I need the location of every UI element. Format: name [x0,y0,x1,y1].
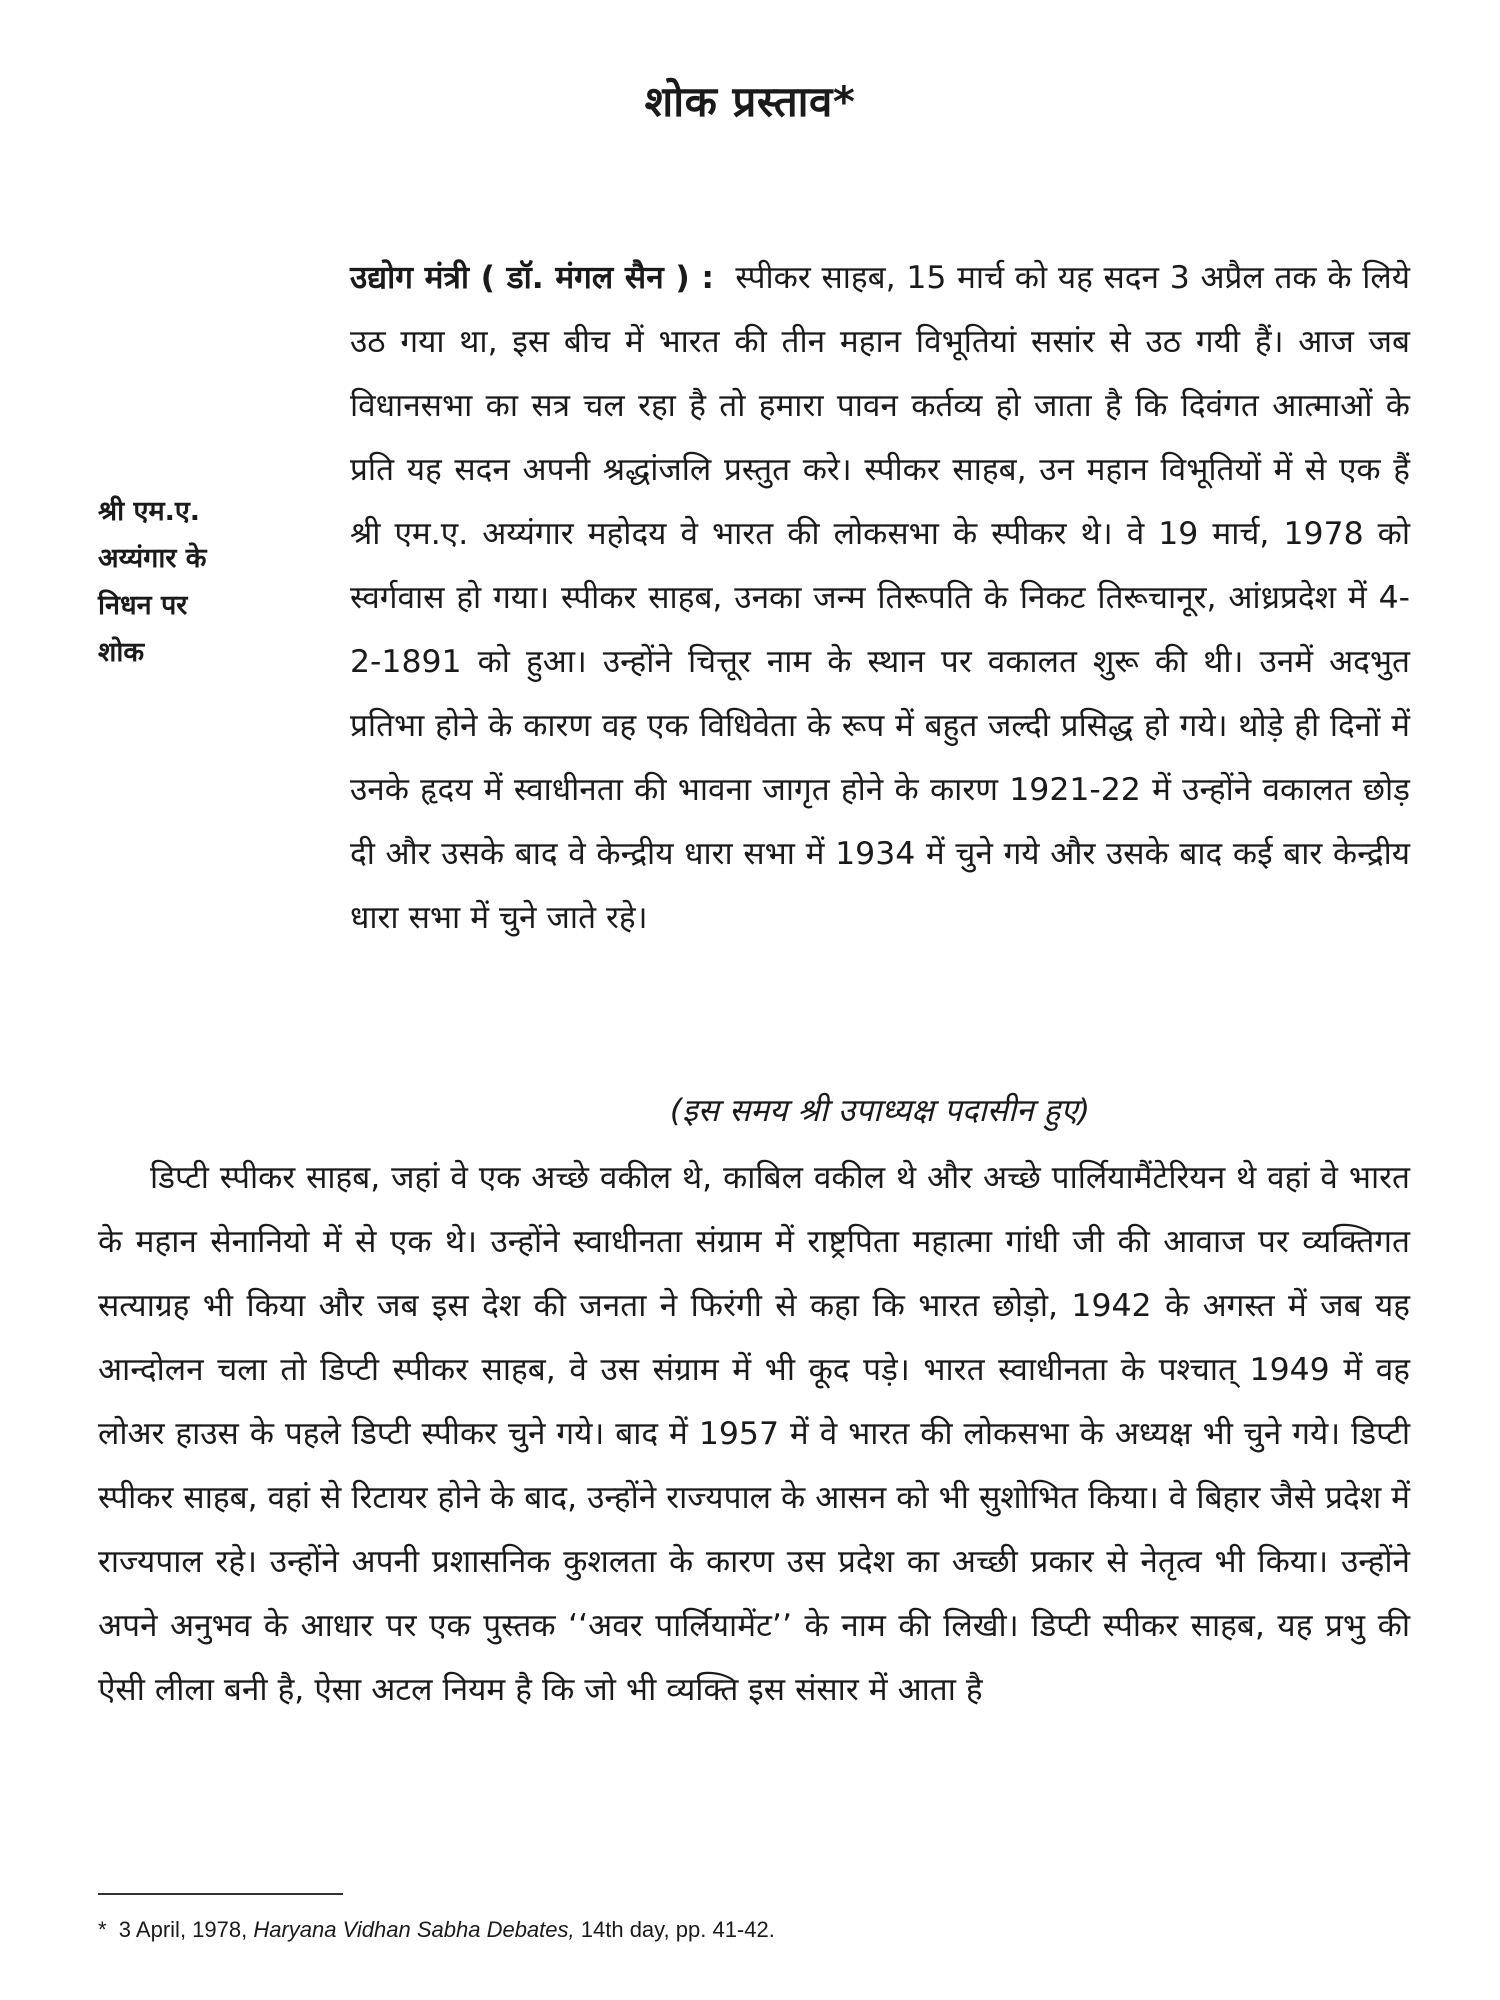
footnote [98,1915,775,1945]
speech-body: स्पीकर साहब, 15 मार्च को यह सदन 3 अप्रैल तक के लिये उठ गया था, इस बीच में भारत की तीन महान विभूतियां ससांर से उठ गयी हैं। आज जब विधानसभा का सत्र चल रहा है तो हमारा पावन कर्तव्य हो जाता है कि दिवंगत आत्माओं के प्रति यह सदन अपनी श्रद्धांजलि प्रस्तुत करे। स्पीकर साहब, उन महान विभूतियों में से एक हैं श्री एम.ए. अय्यंगार महोदय वे भारत की लोकसभा के स्पीकर थे। वे 19 मार्च, 1978 को स्वर्गवास हो गया। स्पीकर साहब, उनका जन्म तिरूपति के निकट तिरूचानूर, आंध्रप्रदेश में 4-2-1891 को हुआ। उन्होंने चित्तूर नाम के स्थान पर वकालत शुरू की थी। उनमें अदभुत प्रतिभा होने के कारण वह एक विधिवेता के रूप में बहुत जल्दी प्रसिद्ध हो गये। थोड़े ही दिनों में उनके हृदय में स्वाधीनता की भावना जागृत होने के कारण 1921-22 में उन्होंने वकालत छोड़ दी और उसके बाद वे केन्द्रीय धारा सभा में 1934 में चुने गये और उसके बाद कई बार केन्द्रीय धारा सभा में चुने जाते रहे। [350,260,1411,936]
margin-note-line: शोक [98,637,145,668]
speaker-name: उद्योग मंत्री ( डॉ. मंगल सैन ) : [350,260,714,296]
footnote-detail: 14th day, pp. 41-42. [580,1917,775,1942]
body-paragraph: डिप्टी स्पीकर साहब, जहां वे एक अच्छे वकील थे, काबिल वकील थे और अच्छे पार्लियामैंटेरियन थे वहां वे भारत के महान सेनानियो में से एक थे। उन्होंने स्वाधीनता संग्राम में राष्ट्रपिता महात्मा गांधी जी की आवाज पर व्यक्तिगत सत्याग्रह भी किया और जब इस देश की जनता ने फिरंगी से कहा कि भारत छोड़ो, 1942 के अगस्त में जब यह आन्दोलन चला तो डिप्टी स्पीकर साहब, वे उस संग्राम में भी कूद पड़े। भारत स्वाधीनता के पश्चात् 1949 में वह लोअर हाउस के पहले डिप्टी स्पीकर चुने गये। बाद में 1957 में वे भारत की लोकसभा के अध्यक्ष भी चुने गये। डिप्टी स्पीकर साहब, वहां से रिटायर होने के बाद, उन्होंने राज्यपाल के आसन को भी सुशोभित किया। वे बिहार जैसे प्रदेश में राज्यपाल रहे। उन्होंने अपनी प्रशासनिक कुशलता के कारण उस प्रदेश का अच्छी प्रकार से नेतृत्व भी किया। उन्होंने अपने अनुभव के आधार पर एक पुस्तक ‘‘अवर पार्लियामेंट’’ के नाम की लिखी। डिप्टी स्पीकर साहब, यह प्रभु की ऐसी लीला बनी है, ऐसा अटल नियम है कि जो भी व्यक्ति इस संसार में आता है [98,1160,1410,1708]
margin-note-line: श्री एम.ए. [98,496,201,527]
footnote-divider [98,1893,343,1895]
footnote-mark: * [98,1917,107,1942]
footnote-source: Haryana Vidhan Sabha Debates, [253,1917,575,1942]
margin-note [98,488,298,676]
margin-note-line: निधन पर [98,590,188,621]
footnote-date: 3 April, 1978, [118,1917,248,1942]
page-title [0,72,1500,129]
title-footnote-mark: * [832,77,856,126]
title-text: शोक प्रस्ताव [644,77,833,126]
stage-direction: (इस समय श्री उपाध्यक्ष पदासीन हुए) [669,1093,1091,1129]
speech-paragraph [350,246,1410,950]
margin-note-line: अय्यंगार के [98,543,207,574]
